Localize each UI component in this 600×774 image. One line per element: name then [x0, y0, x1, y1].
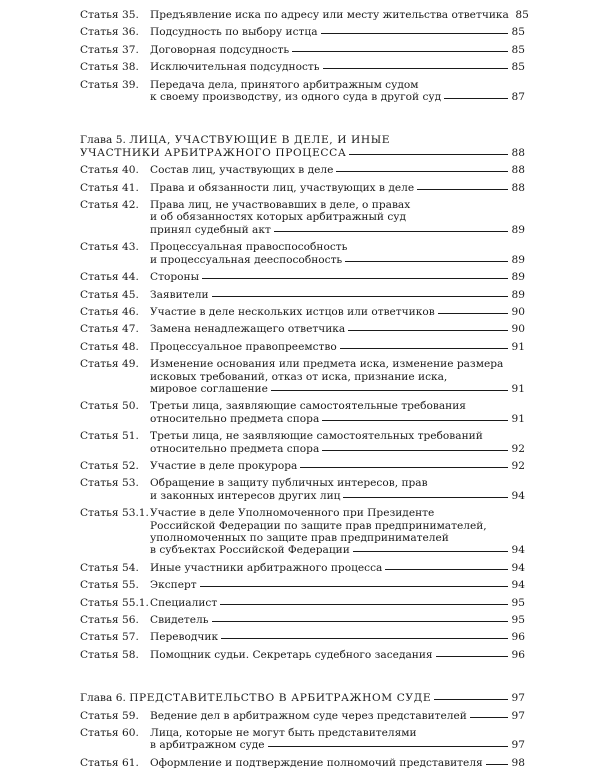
dot-leader	[417, 189, 508, 190]
toc-entry[interactable]	[80, 341, 525, 353]
toc-entry[interactable]	[80, 182, 525, 194]
entry-last-line	[150, 224, 525, 236]
article-label: Статья 41.	[80, 181, 139, 194]
article-label: Статья 42.	[80, 199, 139, 212]
dot-leader	[348, 330, 508, 331]
article-title-line: Свидетель	[150, 614, 209, 627]
page-number: 91	[511, 382, 525, 395]
page-number: 91	[511, 340, 525, 353]
page-number: 97	[511, 739, 525, 752]
toc-entry[interactable]	[80, 507, 525, 557]
article-title-line: Предъявление иска по адресу или месту жительства ответчика	[150, 9, 509, 21]
toc-entry[interactable]	[80, 199, 525, 236]
article-label: Статья 60.	[80, 727, 139, 740]
entry-last-line	[150, 460, 525, 472]
page-number: 97	[511, 709, 525, 722]
entry-last-line	[150, 443, 525, 455]
toc-entry[interactable]	[80, 430, 525, 455]
dot-leader	[322, 420, 508, 421]
article-label: Статья 48.	[80, 340, 139, 353]
article-label: Статья 43.	[80, 241, 139, 254]
page-number: 94	[511, 544, 525, 557]
page-number: 87	[511, 91, 525, 104]
section-gap	[80, 666, 525, 680]
dot-leader	[292, 51, 508, 52]
page-number: 89	[511, 223, 525, 236]
article-title-line: Передача дела, принятого арбитражным судом	[150, 78, 419, 91]
toc-entry[interactable]	[80, 757, 525, 769]
entry-last-line	[150, 579, 525, 591]
entry-last-line	[150, 182, 525, 194]
dot-leader	[434, 699, 508, 700]
entry-last-line	[150, 614, 525, 626]
dot-leader	[336, 171, 508, 172]
article-label: Статья 55.1.	[80, 596, 149, 609]
dot-leader	[202, 278, 508, 279]
article-label: Статья 54.	[80, 561, 139, 574]
article-title-line: в субъектах Российской Федерации	[150, 544, 350, 557]
article-title-line: исковых требований, отказ от иска, признание иска,	[150, 370, 448, 383]
entry-last-line	[150, 26, 525, 38]
page-number: 92	[511, 459, 525, 472]
entry-last-line	[150, 562, 525, 574]
toc-entry[interactable]	[80, 727, 525, 752]
page-number: 94	[511, 579, 525, 592]
dot-leader	[444, 98, 508, 99]
article-title-line: относительно предмета спора	[150, 442, 320, 455]
page-number: 90	[511, 323, 525, 336]
entry-last-line	[150, 597, 525, 609]
entry-last-line	[150, 91, 525, 103]
dot-leader	[438, 313, 508, 314]
toc-entry[interactable]	[80, 614, 525, 626]
page-number: 98	[511, 756, 525, 769]
entry-last-line	[150, 757, 525, 769]
page-number: 92	[511, 442, 525, 455]
page-number: 95	[511, 614, 525, 627]
entry-line	[150, 400, 525, 412]
dot-leader	[212, 296, 508, 297]
dot-leader	[300, 467, 508, 468]
article-title-line: Ведение дел в арбитражном суде через представителей	[150, 709, 467, 722]
article-title-line: Процессуальное правопреемство	[150, 340, 337, 353]
entry-last-line	[80, 147, 525, 159]
entry-line	[150, 79, 525, 91]
entry-last-line	[150, 323, 525, 335]
toc-entry[interactable]	[80, 562, 525, 574]
toc-entry[interactable]	[80, 9, 529, 21]
toc-entry[interactable]	[80, 79, 525, 104]
dot-leader	[436, 656, 508, 657]
chapter-title-line: ПРЕДСТАВИТЕЛЬСТВО В АРБИТРАЖНОМ СУДЕ	[129, 692, 432, 705]
article-label: Статья 61.	[80, 756, 139, 769]
entry-last-line	[150, 289, 525, 301]
dot-leader	[345, 261, 508, 262]
article-label: Статья 40.	[80, 164, 139, 177]
article-label: Статья 58.	[80, 648, 139, 661]
toc-entry[interactable]	[80, 26, 525, 38]
article-title-line: Замена ненадлежащего ответчика	[150, 323, 346, 336]
toc-entry[interactable]	[80, 164, 525, 176]
toc-entry[interactable]	[80, 306, 525, 318]
article-label: Статья 59.	[80, 709, 139, 722]
entry-last-line	[150, 739, 525, 751]
page-number: 88	[511, 146, 525, 159]
article-label: Статья 52.	[80, 459, 139, 472]
page-number: 88	[511, 181, 525, 194]
article-label: Статья 37.	[80, 43, 139, 56]
toc-entry[interactable]	[80, 460, 525, 472]
entry-last-line	[150, 383, 525, 395]
entry-line	[150, 507, 525, 519]
toc-entry[interactable]	[80, 61, 525, 73]
entry-last-line	[150, 254, 525, 266]
dot-leader	[349, 154, 508, 155]
entry-line	[150, 532, 525, 544]
dot-leader	[470, 717, 508, 718]
dot-leader	[323, 68, 508, 69]
page-number: 90	[511, 305, 525, 318]
entry-last-line	[150, 631, 525, 643]
toc-entry[interactable]	[80, 271, 525, 283]
page-number: 95	[511, 596, 525, 609]
chapter-entry[interactable]	[80, 692, 525, 704]
article-title-line: Подсудность по выбору истца	[150, 26, 318, 39]
dot-leader	[321, 33, 508, 34]
entry-last-line	[150, 44, 525, 56]
article-title-line: Третьи лица, заявляющие самостоятельные требования	[150, 400, 466, 413]
entry-last-line	[150, 490, 525, 502]
page-number: 85	[515, 9, 529, 21]
page-number: 97	[511, 692, 525, 705]
article-title-line: Участие в деле нескольких истцов или ответчиков	[150, 305, 435, 318]
page-number: 94	[511, 489, 525, 502]
entry-last-line	[150, 9, 529, 21]
entry-line	[150, 371, 525, 383]
article-title-line: в арбитражном суде	[150, 739, 265, 752]
article-title-line: Процессуальная правоспособность	[150, 241, 348, 254]
entry-last-line	[150, 413, 525, 425]
entry-last-line	[150, 164, 525, 176]
entry-line	[150, 430, 525, 442]
chapter-entry[interactable]	[80, 134, 525, 159]
article-label: Статья 46.	[80, 305, 139, 318]
article-title-line: к своему производству, из одного суда в другой суд	[150, 91, 442, 104]
toc-entry[interactable]	[80, 289, 525, 301]
dot-leader	[486, 764, 508, 765]
page-number: 96	[511, 631, 525, 644]
page-number: 91	[511, 412, 525, 425]
chapter-label: Глава 6.	[80, 692, 126, 705]
article-title-line: Переводчик	[150, 631, 219, 644]
toc-entry[interactable]	[80, 44, 525, 56]
article-title-line: Участие в деле прокурора	[150, 459, 298, 472]
entry-last-line	[150, 306, 525, 318]
chapter-title-line: УЧАСТНИКИ АРБИТРАЖНОГО ПРОЦЕССА	[80, 146, 347, 159]
section-gap	[80, 108, 525, 122]
article-title-line: и законных интересов других лиц	[150, 489, 341, 502]
dot-leader	[322, 450, 508, 451]
toc-entry[interactable]	[80, 400, 525, 425]
article-title-line: Помощник судьи. Секретарь судебного заседания	[150, 648, 433, 661]
article-label: Статья 53.	[80, 477, 139, 490]
article-title-line: Специалист	[150, 596, 218, 609]
article-title-line: Стороны	[150, 271, 199, 284]
dot-leader	[200, 586, 508, 587]
toc-entry[interactable]	[80, 323, 525, 335]
article-label: Статья 57.	[80, 631, 139, 644]
article-label: Статья 44.	[80, 271, 139, 284]
page-number: 85	[511, 26, 525, 39]
article-title-line: мировое соглашение	[150, 382, 268, 395]
entry-line	[150, 241, 525, 253]
article-label: Статья 45.	[80, 288, 139, 301]
dot-leader	[343, 497, 508, 498]
article-title-line: Права лиц, не участвовавших в деле, о правах	[150, 199, 411, 212]
article-label: Статья 35.	[80, 9, 139, 21]
article-title-line: Российской Федерации по защите прав предпринимателей,	[150, 519, 487, 532]
article-label: Статья 53.1.	[80, 507, 149, 520]
entry-last-line	[150, 649, 525, 661]
article-label: Статья 39.	[80, 78, 139, 91]
article-label: Статья 38.	[80, 61, 139, 74]
article-title-line: Оформление и подтверждение полномочий представителя	[150, 756, 483, 769]
article-title-line: Третьи лица, не заявляющие самостоятельных требований	[150, 430, 483, 443]
entry-line	[150, 727, 525, 739]
article-title-line: и об обязанностях которых арбитражный суд	[150, 211, 407, 224]
toc-entry[interactable]	[80, 710, 525, 722]
toc-entry[interactable]	[80, 477, 525, 502]
dot-leader	[340, 348, 508, 349]
page-number: 94	[511, 561, 525, 574]
page-number: 89	[511, 271, 525, 284]
dot-leader	[212, 621, 508, 622]
page-number: 88	[511, 164, 525, 177]
article-title-line: Эксперт	[150, 579, 197, 592]
toc-entry[interactable]	[80, 631, 525, 643]
article-title-line: Иные участники арбитражного процесса	[150, 561, 383, 574]
dot-leader	[274, 231, 508, 232]
dot-leader	[385, 569, 508, 570]
toc-entry[interactable]	[80, 597, 525, 609]
entry-line	[150, 520, 525, 532]
article-title-line: Заявители	[150, 288, 209, 301]
article-title-line: уполномоченных по защите прав предпринимателей	[150, 532, 449, 544]
article-title-line: Участие в деле Уполномоченного при Президенте	[150, 507, 435, 520]
table-of-contents	[80, 9, 529, 774]
article-label: Статья 50.	[80, 400, 139, 413]
toc-entry[interactable]	[80, 579, 525, 591]
entry-last-line	[150, 61, 525, 73]
entry-last-line	[150, 710, 525, 722]
toc-entry[interactable]	[80, 649, 525, 661]
article-title-line: принял судебный акт	[150, 223, 271, 236]
page-number: 85	[511, 61, 525, 74]
article-title-line: Обращение в защиту публичных интересов, прав	[150, 477, 428, 490]
chapter-label: Глава 5.	[80, 134, 126, 147]
toc-entry[interactable]	[80, 241, 525, 266]
chapter-title-line: ЛИЦА, УЧАСТВУЮЩИЕ В ДЕЛЕ, И ИНЫЕ	[129, 134, 391, 147]
entry-line	[150, 477, 525, 489]
page-number: 96	[511, 648, 525, 661]
dot-leader	[268, 746, 508, 747]
toc-entry[interactable]	[80, 358, 525, 395]
article-label: Статья 47.	[80, 323, 139, 336]
article-label: Статья 56.	[80, 614, 139, 627]
article-label: Статья 51.	[80, 430, 139, 443]
entry-line	[150, 211, 525, 223]
article-title-line: Права и обязанности лиц, участвующих в деле	[150, 181, 415, 194]
entry-last-line	[150, 341, 525, 353]
entry-last-line	[150, 544, 525, 556]
entry-last-line	[80, 692, 525, 704]
entry-line	[80, 134, 525, 146]
page-number: 85	[511, 43, 525, 56]
page-number: 89	[511, 288, 525, 301]
article-title-line: Исключительная подсудность	[150, 61, 320, 74]
article-title-line: и процессуальная дееспособность	[150, 253, 343, 266]
dot-leader	[221, 638, 508, 639]
article-title-line: Лица, которые не могут быть представителями	[150, 727, 417, 740]
article-label: Статья 49.	[80, 358, 139, 371]
article-title-line: Состав лиц, участвующих в деле	[150, 164, 334, 177]
page-number: 89	[511, 253, 525, 266]
dot-leader	[220, 604, 508, 605]
dot-leader	[353, 551, 508, 552]
article-title-line: Договорная подсудность	[150, 43, 290, 56]
entry-line	[150, 199, 525, 211]
entry-last-line	[150, 271, 525, 283]
article-title-line: относительно предмета спора	[150, 412, 320, 425]
article-label: Статья 55.	[80, 579, 139, 592]
article-label: Статья 36.	[80, 26, 139, 39]
article-title-line: Изменение основания или предмета иска, изменение размера	[150, 358, 504, 371]
dot-leader	[271, 390, 508, 391]
entry-line	[150, 358, 525, 370]
